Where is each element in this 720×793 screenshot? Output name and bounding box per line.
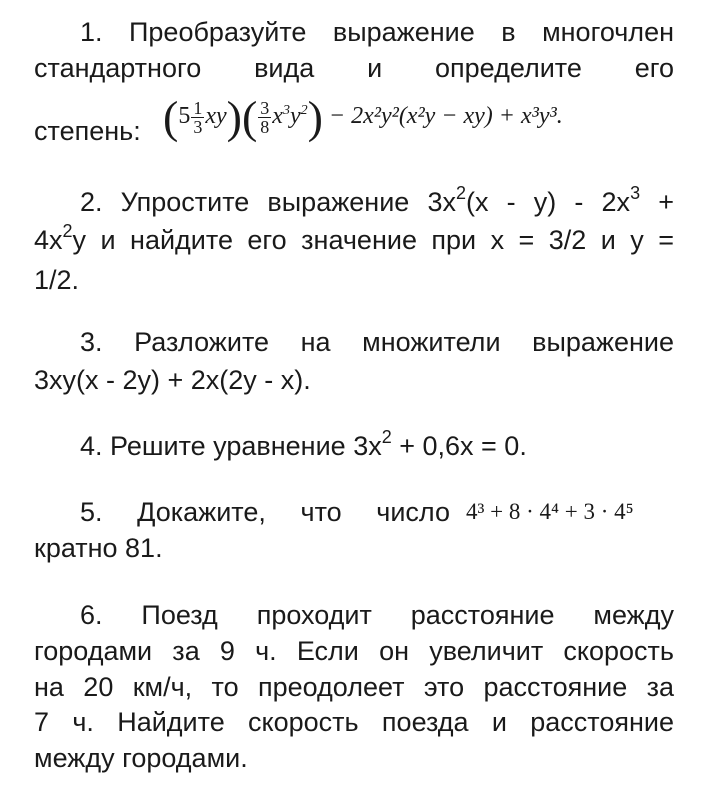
task-5-line-1: 5. Докажите, что число bbox=[80, 497, 450, 527]
task-5-formula: 4³ + 8 · 4⁴ + 3 · 4⁵ bbox=[466, 499, 634, 524]
formula-fraction-one-third: $\frac{1}{3}$ bbox=[193, 97, 203, 137]
task-4-line-1: 4. Решите уравнение $3x^2 + 0,6x = 0$. bbox=[80, 427, 527, 461]
task-3-line-1: 3. Разложите на множители выражение bbox=[80, 327, 674, 357]
task-1-line-2: стандартного вида и определите его bbox=[34, 53, 674, 83]
task-6-line-4: 7 ч. Найдите скорость поезда и расстояние bbox=[34, 707, 674, 737]
task-6-line-1: 6. Поезд проходит расстояние между bbox=[80, 600, 674, 630]
task-6-line-2: городами за 9 ч. Если он увеличит скорость bbox=[34, 636, 674, 666]
formula-rest: − 2x²y²(x²y − xy) + x³y³. bbox=[328, 103, 563, 129]
task-6-line-5: между городами. bbox=[34, 743, 248, 773]
formula-xy: xy bbox=[205, 103, 227, 129]
task-1-line-1: 1. Преобразуйте выражение в многочлен bbox=[80, 17, 674, 47]
task-2-line-2: $4x^2y$ и найдите его значение при x = 3/2 и y = bbox=[34, 221, 674, 255]
task-2-line-1: 2. Упростите выражение $3x^2(x - y) - 2x^3$ + bbox=[80, 183, 674, 217]
task-2-line-3: 1/2. bbox=[34, 265, 80, 295]
task-3-line-2: 3xy(x - 2y) + 2x(2y - x). bbox=[34, 365, 311, 395]
task-5-line-2: кратно 81. bbox=[34, 533, 163, 563]
formula-mixed-whole: 5 bbox=[178, 103, 191, 129]
formula-fraction-three-eighths: $\frac{3}{8}$ bbox=[260, 97, 270, 137]
task-6-line-3: на 20 км/ч, то преодолеет это расстояние за bbox=[34, 672, 674, 702]
task-1-line-3: степень: bbox=[34, 116, 141, 146]
task-1-formula: (5 $\frac{1}{3}$ xy)( $\frac{3}{8}$ $x^3y^2) - 2x^2y^2(x^2y - xy) + x^3y^3$. bbox=[163, 91, 563, 143]
